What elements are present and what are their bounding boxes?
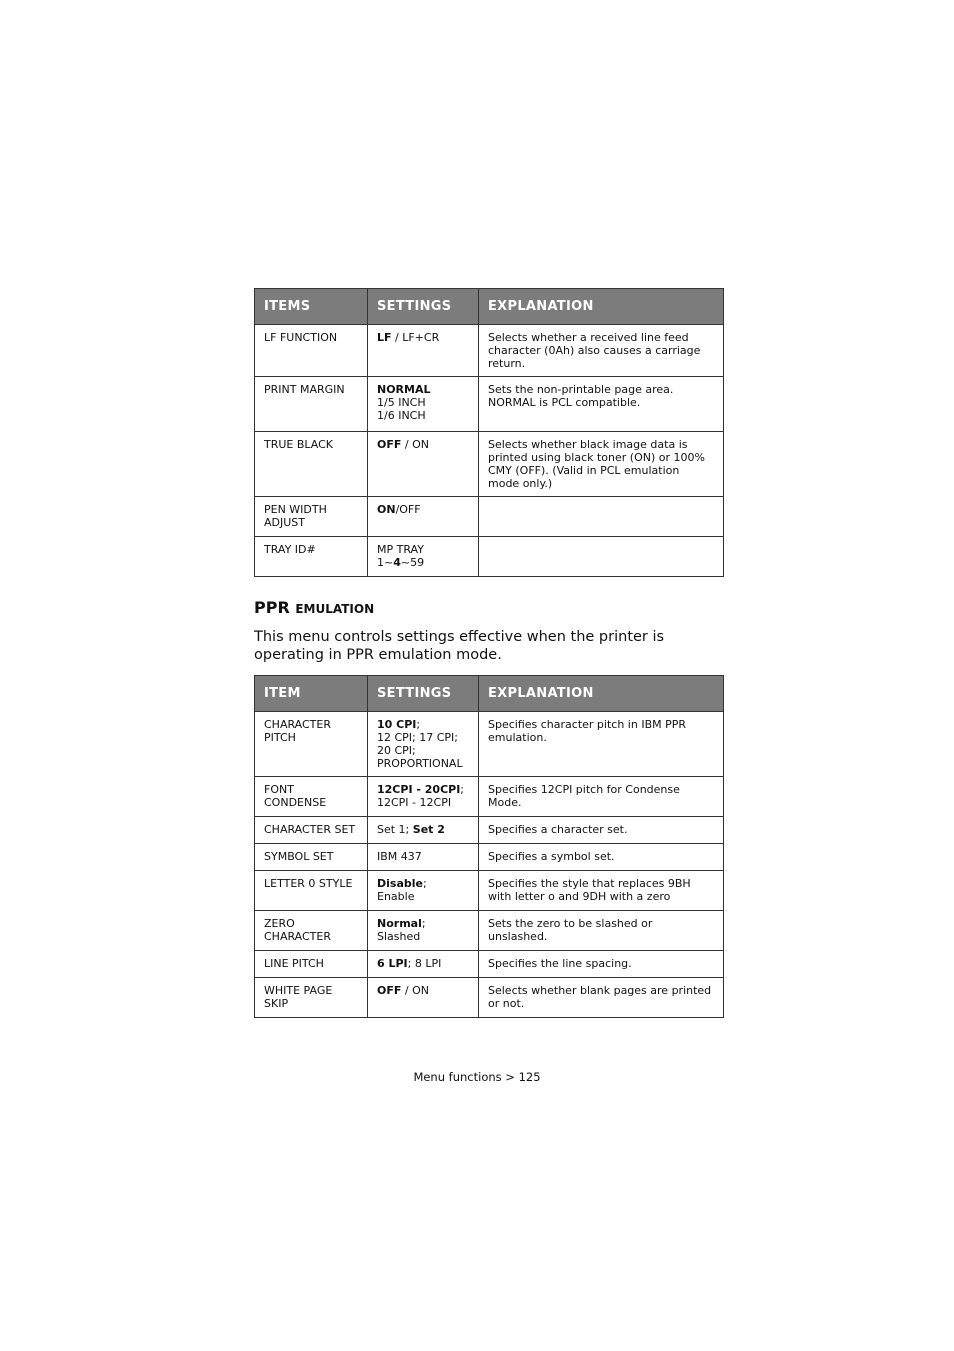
column-header-settings: SETTINGS (368, 289, 479, 325)
setting-value: MP TRAY (377, 543, 424, 556)
settings-cell (368, 871, 479, 911)
section-title-small: EMULATION (295, 602, 375, 616)
explanation-cell: Selects whether blank pages are printed or not. (479, 978, 724, 1018)
setting-value: ; (460, 783, 465, 796)
setting-value: / ON (401, 438, 429, 451)
column-header-explanation: EXPLANATION (479, 289, 724, 325)
table-header-row (255, 289, 724, 325)
setting-value: / ON (401, 984, 429, 997)
settings-cell (368, 911, 479, 951)
item-cell: FONT CONDENSE (255, 777, 368, 817)
table-row (255, 537, 724, 577)
explanation-cell: Specifies 12CPI pitch for Condense Mode. (479, 777, 724, 817)
explanation-cell: Specifies a character set. (479, 817, 724, 844)
item-cell: ZERO CHARACTER (255, 911, 368, 951)
settings-cell (368, 978, 479, 1018)
explanation-cell: Specifies a symbol set. (479, 844, 724, 871)
table-row (255, 325, 724, 377)
settings-cell (368, 951, 479, 978)
default-setting-value: 4 (393, 556, 401, 569)
setting-value: ; (416, 718, 421, 731)
setting-value: 1/5 INCH (377, 396, 426, 409)
setting-value: Enable (377, 890, 415, 903)
setting-value: 1/6 INCH (377, 409, 426, 422)
item-cell: WHITE PAGE SKIP (255, 978, 368, 1018)
settings-cell (368, 377, 479, 432)
settings-cell (368, 712, 479, 777)
item-cell: SYMBOL SET (255, 844, 368, 871)
table-row (255, 432, 724, 497)
default-setting-value: ON (377, 503, 396, 516)
table-row (255, 497, 724, 537)
setting-value: /OFF (395, 503, 421, 516)
pcl-settings-table (254, 288, 724, 577)
setting-value: Slashed (377, 930, 421, 943)
setting-value: ; (421, 917, 426, 930)
item-cell: LF FUNCTION (255, 325, 368, 377)
table-row (255, 712, 724, 777)
section-heading (254, 597, 374, 620)
default-setting-value: OFF (377, 984, 402, 997)
section-title-main: PPR (254, 598, 290, 617)
settings-cell (368, 497, 479, 537)
column-header-item: ITEM (255, 676, 368, 712)
setting-value: 20 CPI; (377, 744, 416, 757)
item-cell: PRINT MARGIN (255, 377, 368, 432)
settings-cell (368, 777, 479, 817)
table-row (255, 817, 724, 844)
settings-cell (368, 844, 479, 871)
default-setting-value: LF (377, 331, 392, 344)
table-row (255, 911, 724, 951)
default-setting-value: Set 2 (412, 823, 445, 836)
explanation-cell (479, 537, 724, 577)
setting-value: Set 1; (377, 823, 413, 836)
item-cell: TRAY ID# (255, 537, 368, 577)
table-row (255, 951, 724, 978)
explanation-cell: Selects whether black image data is printed using black toner (ON) or 100% CMY (OFF). (Valid in PCL emulation mode only.) (479, 432, 724, 497)
default-setting-value: 12CPI - 20CPI (377, 783, 461, 796)
default-setting-value: Normal (377, 917, 422, 930)
table-row (255, 844, 724, 871)
explanation-cell: Sets the non-printable page area. NORMAL is PCL compatible. (479, 377, 724, 432)
setting-value: ~59 (400, 556, 425, 569)
default-setting-value: 6 LPI (377, 957, 408, 970)
setting-value: ; (422, 877, 427, 890)
explanation-cell: Selects whether a received line feed character (0Ah) also causes a carriage return. (479, 325, 724, 377)
explanation-cell: Specifies character pitch in IBM PPR emulation. (479, 712, 724, 777)
table-row (255, 777, 724, 817)
setting-value: IBM 437 (377, 850, 422, 863)
table-row (255, 978, 724, 1018)
settings-cell (368, 325, 479, 377)
item-cell: LINE PITCH (255, 951, 368, 978)
item-cell: LETTER 0 STYLE (255, 871, 368, 911)
setting-value: / LF+CR (391, 331, 440, 344)
table-row (255, 871, 724, 911)
column-header-items: ITEMS (255, 289, 368, 325)
column-header-explanation: EXPLANATION (479, 676, 724, 712)
explanation-cell (479, 497, 724, 537)
default-setting-value: Disable (377, 877, 423, 890)
table-row (255, 377, 724, 432)
setting-value: 12CPI - 12CPI (377, 796, 452, 809)
setting-value: PROPORTIONAL (377, 757, 463, 770)
page-footer: Menu functions > 125 (413, 1070, 541, 1084)
settings-cell (368, 537, 479, 577)
item-cell: PEN WIDTH ADJUST (255, 497, 368, 537)
ppr-settings-table (254, 675, 724, 1018)
column-header-settings: SETTINGS (368, 676, 479, 712)
settings-cell (368, 432, 479, 497)
explanation-cell: Sets the zero to be slashed or unslashed. (479, 911, 724, 951)
item-cell: TRUE BLACK (255, 432, 368, 497)
section-intro-paragraph: This menu controls settings effective when the printer is operating in PPR emulation mode. (254, 629, 665, 663)
setting-value: 1~ (377, 556, 394, 569)
default-setting-value: OFF (377, 438, 402, 451)
explanation-cell: Specifies the style that replaces 9BH with letter o and 9DH with a zero (479, 871, 724, 911)
setting-value: 12 CPI; 17 CPI; (377, 731, 459, 744)
default-setting-value: 10 CPI (377, 718, 417, 731)
explanation-cell: Specifies the line spacing. (479, 951, 724, 978)
item-cell: CHARACTER SET (255, 817, 368, 844)
settings-cell (368, 817, 479, 844)
default-setting-value: NORMAL (377, 383, 431, 396)
setting-value: ; 8 LPI (407, 957, 442, 970)
table-header-row (255, 676, 724, 712)
item-cell: CHARACTER PITCH (255, 712, 368, 777)
